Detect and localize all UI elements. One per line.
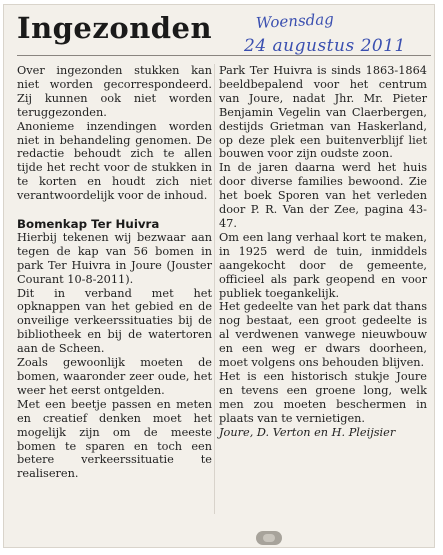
article-paragraph: In de jaren daarna werd het huis door diverse families bewoond. Zie het boek Sporen van het verleden door P. R. Van der Zee, pagina 43-47.: [219, 161, 427, 230]
section-heading: Ingezonden: [17, 11, 213, 45]
article-paragraph: Met een beetje passen en meten en creatief denken moet het mogelijk zijn om de meeste bomen te sparen en toch een betere verkeerssituatie te realiseren.: [17, 397, 212, 481]
article-paragraph: Om een lang verhaal kort te maken, in 1925 werd de tuin, inmiddels aangekocht door de gemeente, officieel als park geopend en voor publiek toegankelijk.: [219, 230, 427, 300]
disclaimer-paragraph: Over ingezonden stukken kan niet worden gecorrespondeerd. Zij kunnen ook niet worden teruggezonden.: [17, 64, 212, 119]
article-title: Bomenkap Ter Huivra: [17, 216, 160, 231]
article-paragraph: Het gedeelte van het park dat thans nog bestaat, een groot gedeelte is al verdwenen vanwege nieuwbouw en een weg er dwars doorheen, moet volgens ons behouden blijven.: [219, 300, 427, 370]
handwritten-day: Woensdag: [255, 9, 335, 33]
article-paragraph: Het is een historisch stukje Joure en tevens een groene long, welk men zou moeten beschermen in plaats van te vernietigen.: [219, 369, 427, 425]
left-column: [17, 64, 212, 481]
column-divider: [214, 64, 215, 514]
article-paragraph: Zoals gewoonlijk moeten de bomen, waaronder zeer oude, het weer het eerst ontgelden.: [17, 356, 212, 397]
signature: Joure, D. Verton en H. Pleijsier: [219, 425, 396, 439]
disclaimer-paragraph: Anonieme inzendingen worden niet in behandeling genomen. De redactie behoudt zich te allen tijde het recht voor de stukken in te korten en houdt zich niet verantwoordelijk voor de inhoud.: [17, 119, 212, 203]
newspaper-clipping: [3, 4, 435, 548]
handwritten-date: 24 augustus 2011: [244, 36, 406, 56]
article-paragraph: Park Ter Huivra is sinds 1863-1864 beeldbepalend voor het centrum van Joure, nadat Jhr. Mr. Pieter Benjamin Vegelin van Claerbergen, destijds Grietman van Haskerland, op deze plek een buitenverblijf liet bouwen voor zijn oudste zoon.: [219, 64, 427, 161]
page-indicator-icon: [256, 531, 282, 545]
article-paragraph: Hierbij tekenen wij bezwaar aan tegen de kap van 56 bomen in park Ter Huivra in Joure (Jouster Courant 10-8-2011).: [17, 230, 212, 286]
article-paragraph: Dit in verband met het opknappen van het gebied en de onveilige verkeerssituaties bij de bibliotheek en bij de watertoren aan de Scheen.: [17, 286, 212, 356]
heading-rule: [17, 55, 431, 56]
right-column: [219, 64, 427, 439]
